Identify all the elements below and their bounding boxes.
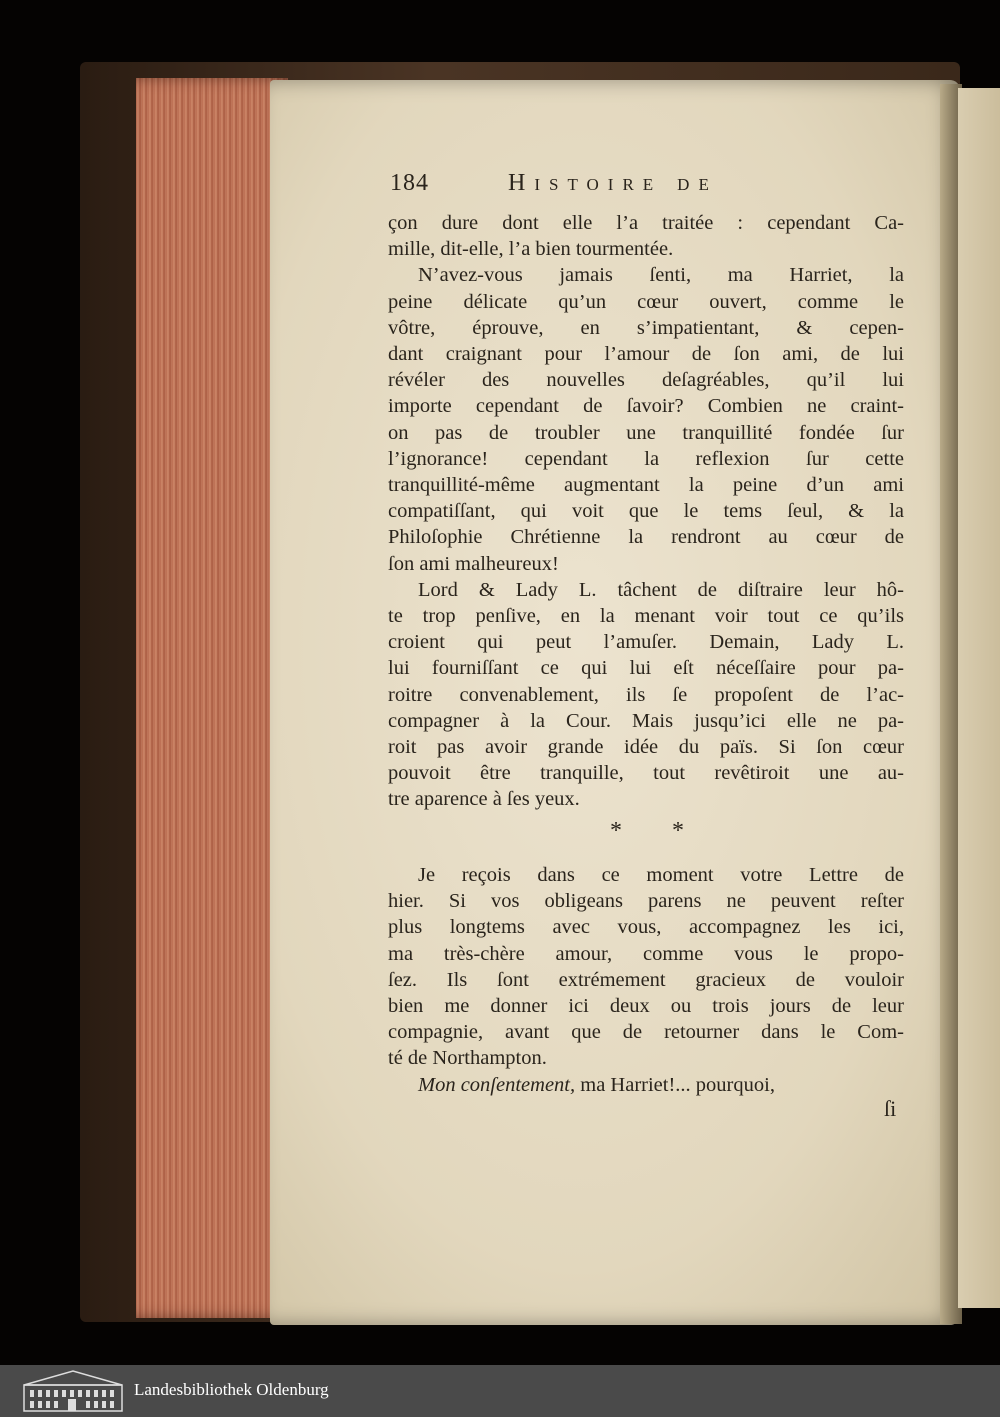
text-line: çon dure dont elle l’a traitée : cependant Ca-	[388, 212, 904, 234]
text-line: pouvoit être tranquille, tout revêtiroit une au-	[388, 762, 904, 785]
text-line: peine délicate qu’un cœur ouvert, comme le	[388, 290, 904, 313]
text-line: compagnie, avant que de retourner dans le Com-	[388, 1021, 904, 1044]
text-line: plus longtems avec vous, accompagnez les ici,	[388, 916, 904, 939]
text-line: ſez. Ils ſont extrémement gracieux de vouloir	[388, 968, 904, 991]
italic-phrase: Mon conſentement,	[418, 1073, 576, 1096]
text-line: ſon ami malheureux!	[388, 552, 559, 575]
text-line-rest: ma Harriet!... pourquoi,	[575, 1073, 775, 1096]
body-text	[388, 210, 904, 813]
text-line: compagner à la Cour. Mais jusqu’ici elle ne pa-	[388, 709, 904, 732]
text-line: tre aparence à ſes yeux.	[388, 788, 580, 811]
catchword: ſi	[884, 1096, 897, 1121]
text-line: Philoſophie Chrétienne la rendront au cœur de	[388, 526, 904, 549]
body-text-letter	[388, 862, 904, 1098]
text-line: roitre convenablement, ils ſe propoſent de l’ac-	[388, 683, 904, 706]
text-line: roit pas avoir grande idée du païs. Si ſon cœur	[388, 736, 904, 759]
section-separator: * *	[610, 818, 706, 844]
text-line: compatiſſant, qui voit que le tems ſeul, & la	[388, 500, 904, 523]
page-header	[390, 170, 910, 210]
text-line: ma très-chère amour, comme vous le propo-	[388, 942, 904, 965]
text-line: on pas de troubler une tranquillité fondée ſur	[388, 421, 904, 444]
library-building-icon	[22, 1369, 124, 1413]
text-line: l’ignorance! cependant la reflexion ſur cette	[388, 447, 904, 470]
library-name: Landesbibliothek Oldenburg	[134, 1380, 329, 1399]
page-number: 184	[390, 170, 429, 196]
text-line: Lord & Lady L. tâchent de diſtraire leur hô-	[418, 578, 904, 601]
footer-bar	[0, 1365, 1000, 1417]
text-line: hier. Si vos obligeans parens ne peuvent reſter	[388, 890, 904, 913]
text-line: importe cependant de ſavoir? Combien ne craint-	[388, 395, 904, 418]
text-line: dant craignant pour l’amour de ſon ami, de lui	[388, 343, 904, 366]
facing-page-edge	[958, 88, 1000, 1308]
text-line: mille, dit-elle, l’a bien tourmentée.	[388, 238, 674, 261]
text-line: tranquillité-même augmentant la peine d’un ami	[388, 474, 904, 497]
running-head: Histoire de	[508, 170, 718, 196]
text-line: vôtre, éprouve, en s’impatientant, & cepen-	[388, 316, 904, 339]
text-line: croient qui peut l’amuſer. Demain, Lady L.	[388, 631, 904, 654]
text-line	[388, 1072, 904, 1098]
text-line: lui fourniſſant ce qui lui eſt néceſſaire pour pa-	[388, 657, 904, 680]
text-line: Je reçois dans ce moment votre Lettre de	[418, 864, 904, 886]
text-line: révéler des nouvelles deſagréables, qu’il lui	[388, 369, 904, 392]
text-line: te trop penſive, en la menant voir tout ce qu’ils	[388, 605, 904, 628]
text-line: N’avez-vous jamais ſenti, ma Harriet, la	[418, 264, 904, 287]
text-line: bien me donner ici deux ou trois jours de leur	[388, 995, 904, 1018]
page-edges	[136, 78, 288, 1318]
text-line: té de Northampton.	[388, 1047, 547, 1070]
